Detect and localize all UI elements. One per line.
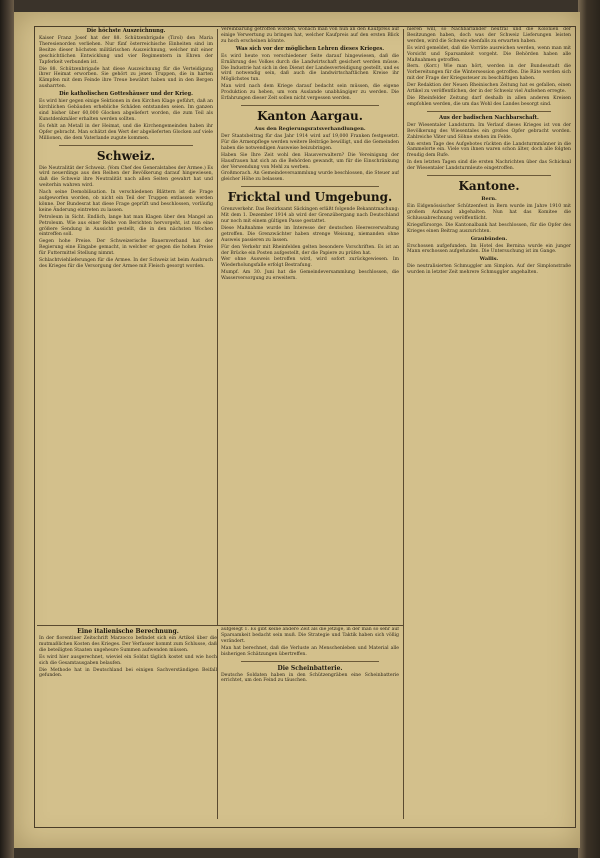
book-spine [0,0,14,858]
paragraph: Die Neutralität der Schweiz. (Vom Chef des Generalstabes der Armee.) Es wird neuerdings aus den Reihen der Bevölkerung darauf hingewiesen, daß die Schweiz ihre Neutralität nach allen Seiten gewahrt hat und weiterhin wahren wird. [39,165,213,189]
paragraph: Schlachtviehlieferungen für die Armee. In der Schweiz ist beim Ausbruch des Krieges für die Versorgung der Armee mit Fleisch gesorgt worden. [39,258,213,269]
divider [59,145,193,146]
column-rule [403,29,404,819]
paragraph: Grenzverkehr. Das Bezirksamt Säckingen erläßt folgende Bekanntmachung: Mit dem 1. Dezember 1914 ab wird der Grenzübergang nach Deutschland nur noch mit einem gültigen Passe gestattet. [221,207,399,225]
section-title: Schweiz. [96,148,156,163]
paragraph: Gegen hohe Preise. Der Schweizerische Bauernverband hat der Regierung eine Eingabe gemacht, in welcher er gegen die hohen Preise für Futtermittel Stellung nimmt. [39,239,213,257]
divider [427,175,551,176]
heading: Was sich vor der möglichen Lehren dieses Krieges. [235,45,385,52]
paragraph: Kaiser Franz Josef hat der 88. Schützenbrigade (Tirol) den Maria Theresienorden verliehen. Nur fünf österreichische Einheiten sind im Besitze dieser höchsten militärischen Auszeichnung, welcher mit einer geschichtlichen Entwicklung und vier Regimentern in Ehren der Tapferkeit verbunden ist. [39,36,213,65]
column-5 [221,627,399,819]
paragraph: Es wird hier ausgerechnet, wieviel ein Soldat täglich kostet und wie hoch sich die Gesamtausgaben belaufen. [39,654,217,666]
paragraph: Der Staatsbeitrag für das Jahr 1914 wird auf 19,000 Franken festgesetzt. Für die Armenpflege werden weitere Beiträge bewilligt, und die Gemeinden haben die notwendigen Ausweise beizubringen. [221,133,399,151]
heading: Eine italienische Berechnung. [77,628,179,635]
paragraph: Es fehlt an Metall in der Heimat, und die Kirchengemeinden haben ihr Opfer gebracht. Man schätzt den Wert der abgelieferten Glocken auf viele Millionen, die dem Vaterlande zugute kommen. [39,123,213,141]
paragraph: In den letzten Tagen sind die ersten Nachrichten über das Schicksal der Wiesentaler Landsturmleute eingetroffen. [407,160,571,172]
subheading: Graubünden. [470,235,508,242]
heading: Die höchste Auszeichnung. [86,28,166,34]
paragraph: Für den Verkehr mit Rheinfelden gelten besondere Vorschriften. Es ist an der Brücke ein Posten aufgestellt, der die Papiere zu prüfen hat. [221,244,399,256]
paragraph: Petroleum in Sicht. Endlich, lange hat man Klagen über den Mangel an Petroleum. Wie aus einer Reihe von Berichten hervorgeht, ist nun eine größere Sendung in Aussicht gestellt, die in den nächsten Wochen eintreffen soll. [39,214,213,238]
paragraph: Der Redaktion der Neuen Rheinischen Zeitung hat es gefallen, einen Artikel zu veröffentlichen, der in der Schweiz viel Aufsehen erregte. [407,83,571,95]
paragraph: Es wird gemeldet, daß die Vorräte ausreichen werden, wenn man mit Vorsicht und Sparsamkeit vorgeht. Die Behörden haben alle Maßnahmen getroffen. [407,45,571,63]
paragraph: Die Rheinfelder Zeitung darf deshalb in allen anderen Kreisen empfohlen werden, die um das Wohl des Landes besorgt sind. [407,95,571,107]
section-title: Kantone. [458,179,520,194]
page-edge [578,0,600,858]
subheading: Aus den Regierungsratsverhandlungen. [254,125,366,132]
section-title: Kanton Aargau. [257,108,363,123]
paragraph: Es wird heute von verschiedener Seite darauf hingewiesen, daß die Ernährung des Volkes durch die Landwirtschaft gesichert werden müsse. Die Industrie hat sich in den Dienst der Landesverteidigung gestellt, und es wird notwendig sein, daß auch die landwirtschaftlichen Kreise ihr Möglichstes tun. [221,53,399,83]
heading: Aus der badischen Nachbarschaft. [439,114,539,121]
heading: Die katholischen Gotteshäuser und der Krieg. [59,91,193,98]
subheading: Bern. [481,196,497,203]
paragraph: Man hat berechnet, daß die Verluste an Menschenleben und Material alle bisherigen Schätzungen übertreffen. [221,645,399,657]
newspaper-page [14,12,580,848]
paragraph: Man wird nach dem Kriege darauf bedacht sein müssen, die eigene Produktion zu heben, um vom Auslande unabhängiger zu werden. Die Erfahrungen dieser Zeit sollen nicht vergessen werden. [221,84,399,102]
column-rule [217,629,218,819]
paragraph: Bern. (Korr.) Wie man hört, werden in der Bundesstadt die Vorbereitungen für die Wintersession getroffen. Die Räte werden sich mit der Frage der Kriegssteuer zu beschäftigen haben. [407,64,571,82]
paragraph: Vereinbarung getroffen worden, wonach man von nun an den Kaufpreis auf einige Verwertung zu bringen hat, welcher Kaufpreis auf den ersten Blick zu hoch erscheinen könnte. [221,27,399,44]
paragraph: Die 88. Schützenbrigade hat diese Auszeichnung für die Verteidigung ihrer Heimat erworben. Sie gehört zu jenen Truppen, die in harten Kämpfen mit dem Feinde ihre Treue bewährt haben und in den Bergen ausharrten. [39,66,213,90]
column-1 [39,27,213,623]
paragraph: Ein Eidgenössischer Schützenfest in Bern wurde im Jahre 1910 mit großem Aufwand abgehalten. Nun hat das Komitee die Schlussabrechnung veröffentlicht. [407,204,571,221]
paragraph: Am ersten Tage des Aufgebotes rückten die Landsturmmänner in die Sammelorte ein. Viele von ihnen waren schon älter, doch alle folgten freudig dem Rufe. [407,141,571,159]
paragraph: Großmorach. An Gemeindeversammlung wurde beschlossen, die Steuer auf gleicher Höhe zu belassen. [221,171,399,183]
paragraph: Diese Maßnahme wurde im Interesse der deutschen Heeresverwaltung getroffen. Die Grenzwächter haben strenge Weisung, niemanden ohne Ausweis passieren zu lassen. [221,225,399,243]
paragraph: Wer ohne Ausweis betroffen wird, wird sofort zurückgewiesen. Im Wiederholungsfalle erfolgt Bestrafung. [221,257,399,269]
divider [241,105,379,106]
paragraph: Kriegsfürsorge. Die Kantonalbank hat beschlossen, für die Opfer des Krieges einen Beitrag auszurichten. [407,222,571,234]
paragraph: aufgelegt 1. Es gibt keine andere Zeit als die jetzige, in der man so sehr auf Sparsamkeit bedacht sein muß. Die Strategie und Taktik haben sich völlig verändert. [221,627,399,644]
paragraph: nieren will, so Nachbarländer neutral und die Kolonien der Besitzungen haben, doch was der Schweiz Lieferungen leisten werden, wird die Schweiz ebenfalls zu erwarten haben. [407,27,571,44]
paragraph: Erschossen aufgefunden. Im Hotel des Bernina wurde ein junger Mann erschossen aufgefunden. Die Untersuchung ist im Gange. [407,243,571,255]
paragraph: Der Wiesentaler Landsturm. Im Verlauf dieses Krieges ist von der Bevölkerung des Wiesentales ein großes Opfer gebracht worden. Zahlreiche Väter und Söhne stehen im Felde. [407,122,571,140]
paragraph: Mumpf. Am 30. Juni hat die Gemeindeversammlung beschlossen, die Wasserversorgung zu erweitern. [221,270,399,282]
paragraph: Es wird hier gegen einige Sektionen in den Kirchen Klage geführt, daß an kirchlichen Gebäuden erhebliche Schäden entstanden seien. Im ganzen sind bisher über 60,000 Glocken abgeliefert worden, die zum Teil als Kunstdenkmäler erhalten werden sollten. [39,99,213,122]
paragraph: Die neutralisierten Schmuggler am Simplon. Auf der Simplonstraße wurden in letzter Zeit mehrere Schmuggler angehalten. [407,264,571,276]
subheading: Wallis. [479,256,499,263]
paragraph: Die Methode hat in Deutschland bei einigen Sachverständigen Beifall gefunden. [39,667,217,679]
paragraph: Haben Sie Ihre Zeit wohl den Hausverwaltern? Die Vereinigung der Hausfrauen hat sich an die Behörden gewandt, um für die Einschränkung der Verwendung von Mehl zu werben. [221,152,399,170]
page-frame [34,26,576,828]
paragraph: In der florentiner Zeitschrift Marzocco befindet sich ein Artikel über die mutmaßlichen Kosten des Krieges. Der Verfasser kommt zum Schlusse, daß die beteiligten Staaten ungeheure Summen aufwenden müssen. [39,636,217,653]
section-rule [37,625,403,626]
heading: Die Scheinbatterie. [277,664,343,672]
column-3 [407,27,571,817]
column-rule [217,29,218,625]
paragraph: Nach seine Demobilisation. In verschiedenen Blättern ist die Frage aufgeworfen worden, ob nicht ein Teil der Truppen entlassen werden könne. Der Bundesrat hat diese Frage geprüft und beschlossen, vorläufig keine Änderung eintreten zu lassen. [39,190,213,213]
section-title: Fricktal und Umgebung. [227,190,393,205]
divider [241,186,379,187]
column-2 [221,27,399,623]
divider [241,661,379,662]
paragraph: Deutsche Soldaten haben in den Schützengräben eine Scheinbatterie errichtet, um den Feind zu täuschen. [221,672,399,684]
column-4 [39,627,217,819]
divider [427,111,551,112]
